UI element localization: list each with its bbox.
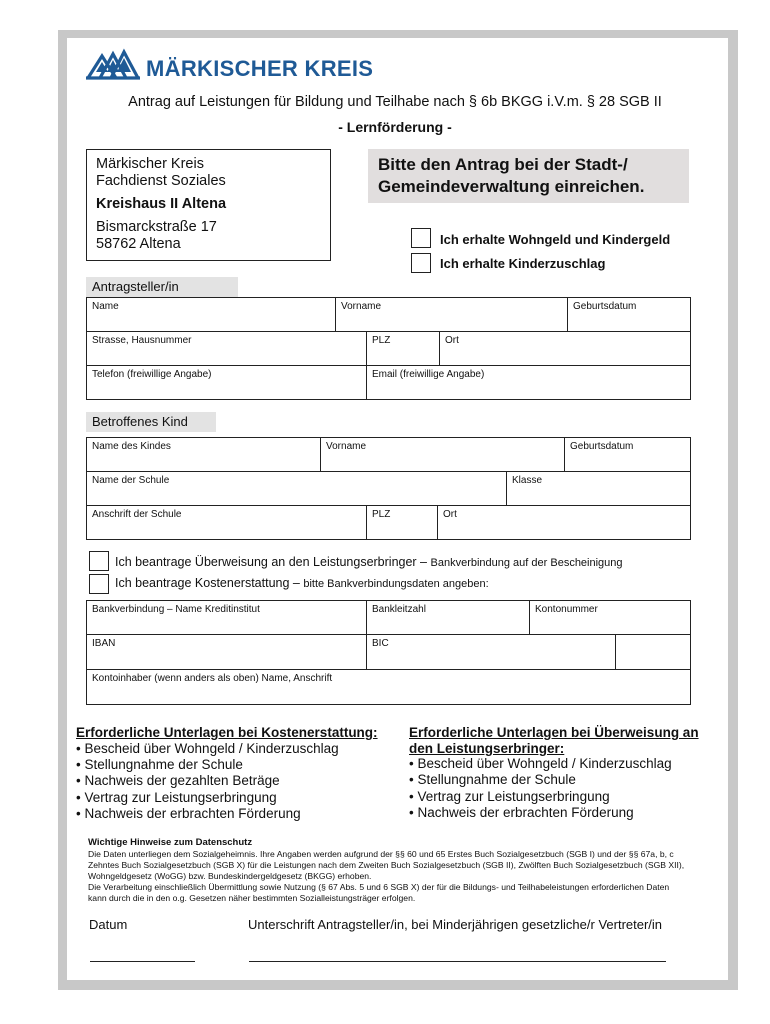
logo-wordmark: MÄRKISCHER KREIS [146,56,374,81]
privacy-line-2: Zehntes Buch Sozialgesetzbuch (SGB X) für die Leistungen nach dem Zweiten Buch Sozialgesetzbuch (SGB II), Zwölften Buch Sozialgesetzbuch (SGB XII), [88,860,685,870]
applicant-name-field[interactable] [86,297,336,332]
account-number-field[interactable] [529,600,691,635]
reimbursement-option-note: bitte Bankverbindungsdaten angeben: [303,578,489,590]
docs-transfer-item: • Nachweis der erbrachten Förderung [409,805,634,820]
school-plz-field[interactable] [366,505,438,540]
school-class-field[interactable] [506,471,691,506]
applicant-phone-field[interactable] [86,365,367,400]
bic-label: BIC [372,638,389,649]
docs-reimbursement-item: • Vertrag zur Leistungserbringung [76,790,277,805]
school-plz-label: PLZ [372,509,391,520]
logo-icon [86,48,140,80]
docs-transfer-heading: Erforderliche Unterlagen bei Überweisung an [409,725,699,740]
notice-line-2: Gemeindeverwaltung einreichen. [378,177,645,196]
privacy-line-4: Die Verarbeitung einschließlich Übermittlung sowie Nutzung (§ 67 Abs. 5 und 6 SGB X) der für die Bildungs- und Teilhabeleistungen erforderlichen Daten [88,882,670,892]
school-class-label: Klasse [512,475,543,486]
applicant-plz-field[interactable] [366,331,440,366]
bank-name-field[interactable] [86,600,367,635]
docs-transfer-heading-2: den Leistungserbringer: [409,741,565,756]
applicant-email-field[interactable] [366,365,691,400]
docs-transfer-item: • Bescheid über Wohngeld / Kinderzuschlag [409,756,672,771]
applicant-birthdate-label: Geburtsdatum [573,301,637,312]
applicant-email-label: Email (freiwillige Angabe) [372,369,485,380]
applicant-street-field[interactable] [86,331,367,366]
applicant-section-title: Antragsteller/in [86,277,238,297]
privacy-line-1: Die Daten unterliegen dem Sozialgeheimnis. Ihre Angaben werden aufgrund der §§ 60 und 65 Erstes Buch Sozialgesetzbuch (SGB I) und der §§ 67a, b, c [88,849,674,859]
signature-line[interactable] [249,961,666,962]
submission-notice [368,149,689,203]
child-section-title: Betroffenes Kind [86,412,216,432]
date-line[interactable] [90,961,195,962]
school-ort-label: Ort [443,509,457,520]
applicant-ort-label: Ort [445,335,459,346]
reimbursement-option-main: Ich beantrage Kostenerstattung – [115,576,304,590]
transfer-option-note: Bankverbindung auf der Bescheinigung [430,557,623,569]
wohngeld-checkbox[interactable] [411,228,431,248]
iban-label: IBAN [92,638,116,649]
child-vorname-label: Vorname [326,441,367,452]
kinderzuschlag-checkbox[interactable] [411,253,431,273]
school-address-label: Anschrift der Schule [92,509,182,520]
form-subtitle: - Lernförderung - [338,119,452,135]
child-birthdate-field[interactable] [564,437,691,472]
applicant-vorname-label: Vorname [341,301,382,312]
applicant-phone-label: Telefon (freiwillige Angabe) [92,369,212,380]
kinderzuschlag-checkbox-label: Ich erhalte Kinderzuschlag [440,256,606,271]
transfer-option-label [115,555,623,569]
child-name-field[interactable] [86,437,321,472]
transfer-option-main: Ich beantrage Überweisung an den Leistungserbringer – [115,555,431,569]
reimbursement-option-label [115,576,489,590]
form-title: Antrag auf Leistungen für Bildung und Teilhabe nach § 6b BKGG i.V.m. § 28 SGB II [128,94,662,110]
privacy-heading: Wichtige Hinweise zum Datenschutz [88,837,253,848]
docs-transfer-item: • Vertrag zur Leistungserbringung [409,789,610,804]
address-line-1: Märkischer Kreis [96,156,204,172]
docs-reimbursement-heading: Erforderliche Unterlagen bei Kostenerstattung: [76,725,378,740]
account-number-label: Kontonummer [535,604,598,615]
bic-field[interactable] [366,634,616,670]
account-holder-label: Kontoinhaber (wenn anders als oben) Name, Anschrift [92,673,333,684]
reimbursement-option-checkbox[interactable] [89,574,109,594]
school-address-field[interactable] [86,505,367,540]
school-name-field[interactable] [86,471,507,506]
recipient-address-box [86,149,331,261]
applicant-name-label: Name [92,301,119,312]
child-birthdate-label: Geburtsdatum [570,441,634,452]
applicant-street-label: Strasse, Hausnummer [92,335,192,346]
applicant-vorname-field[interactable] [335,297,568,332]
account-holder-field[interactable] [86,669,691,705]
wohngeld-checkbox-label: Ich erhalte Wohngeld und Kindergeld [440,232,671,247]
docs-transfer-item: • Stellungnahme der Schule [409,772,576,787]
applicant-ort-field[interactable] [439,331,691,366]
school-ort-field[interactable] [437,505,691,540]
child-name-label: Name des Kindes [92,441,171,452]
date-label: Datum [89,917,128,932]
school-name-label: Name der Schule [92,475,170,486]
bank-code-field[interactable] [366,600,530,635]
bank-extra-field[interactable] [615,634,691,670]
privacy-line-3: Wohngeldgesetz (WoGG) bzw. Bundeskindergeldgesetz (BKGG) erhoben. [88,871,372,881]
bank-code-label: Bankleitzahl [372,604,426,615]
applicant-birthdate-field[interactable] [567,297,691,332]
bank-name-label: Bankverbindung – Name Kreditinstitut [92,604,260,615]
iban-field[interactable] [86,634,367,670]
privacy-line-5: kann durch die in den o.g. Gesetzen näher bestimmten Sozialleistungsträger erfolgen. [88,893,416,903]
address-line-4: Bismarckstraße 17 [96,219,217,235]
applicant-plz-label: PLZ [372,335,391,346]
docs-reimbursement-item: • Nachweis der gezahlten Beträge [76,773,280,788]
address-line-3: Kreishaus II Altena [96,196,227,212]
transfer-option-checkbox[interactable] [89,551,109,571]
signature-label: Unterschrift Antragsteller/in, bei Minderjährigen gesetzliche/r Vertreter/in [248,917,663,932]
child-vorname-field[interactable] [320,437,565,472]
address-line-2: Fachdienst Soziales [96,173,226,189]
docs-reimbursement-item: • Bescheid über Wohngeld / Kinderzuschlag [76,741,339,756]
address-line-5: 58762 Altena [96,236,181,252]
docs-reimbursement-item: • Stellungnahme der Schule [76,757,243,772]
docs-reimbursement-item: • Nachweis der erbrachten Förderung [76,806,301,821]
notice-line-1: Bitte den Antrag bei der Stadt-/ [378,155,628,174]
